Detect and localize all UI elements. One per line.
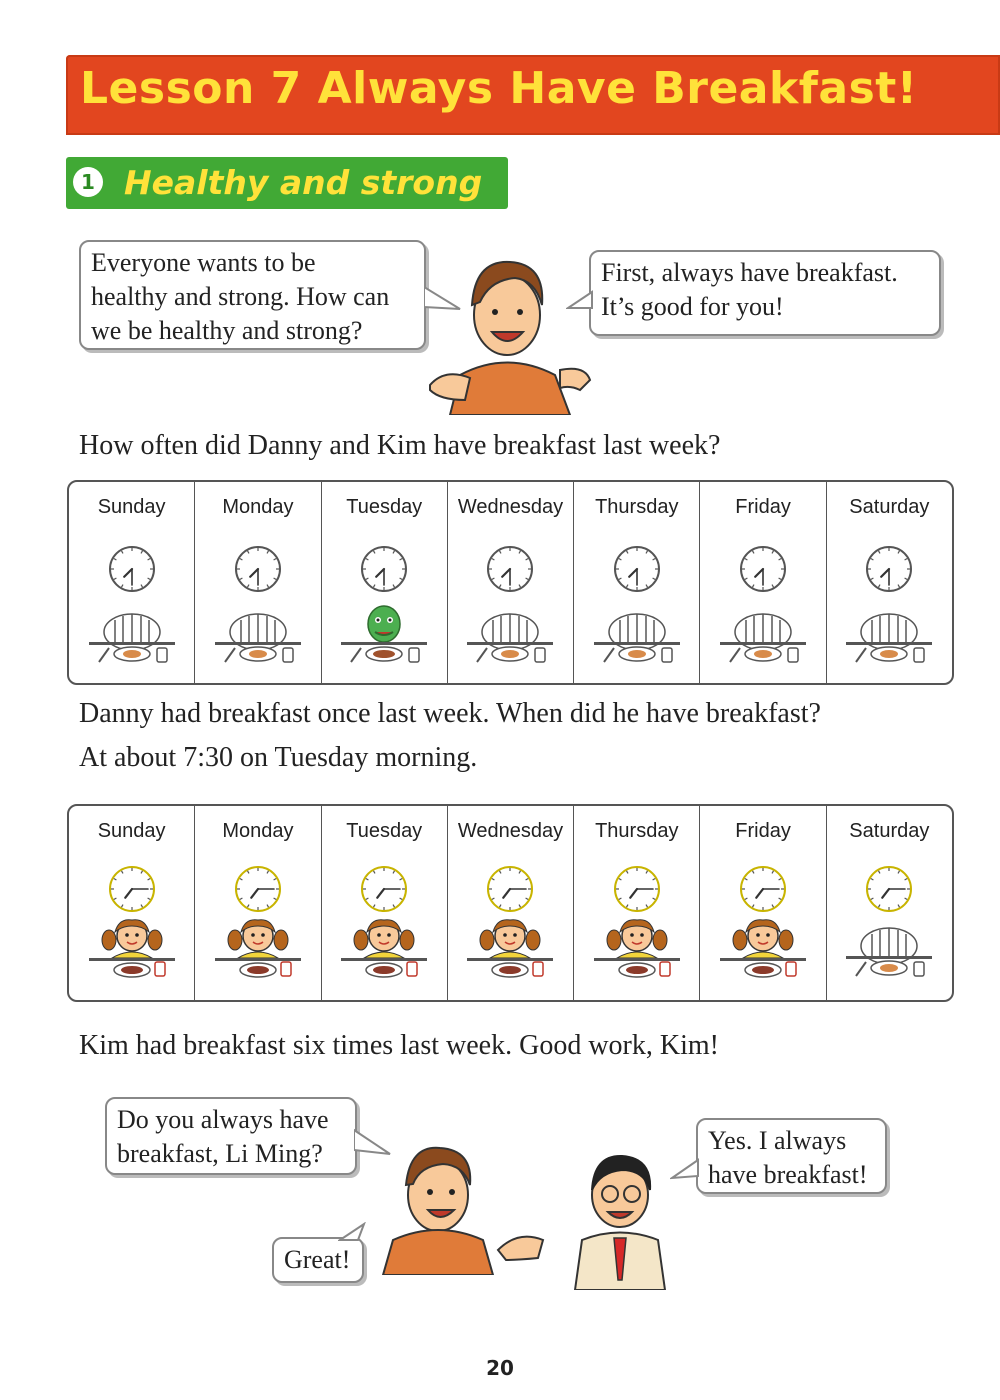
day-name: Saturday	[849, 820, 930, 842]
clock-icon	[738, 864, 788, 914]
clock-icon	[864, 864, 914, 914]
eating-breakfast-icon	[339, 604, 429, 666]
section-number: 1	[73, 167, 103, 197]
li-ming-character-icon	[570, 1150, 670, 1290]
lesson-title: Lesson 7 Always Have Breakfast!	[80, 63, 918, 114]
day-name: Tuesday	[346, 820, 423, 842]
bubble-line: Yes. I always	[708, 1126, 847, 1155]
day-name: Tuesday	[346, 496, 423, 518]
day-name: Wednesday	[457, 496, 564, 518]
clock-icon	[233, 544, 283, 594]
danny-week-table	[67, 480, 954, 685]
day-name: Friday	[735, 820, 791, 842]
day-name: Monday	[222, 496, 294, 518]
teacher-character-icon	[378, 1140, 553, 1275]
day-name: Monday	[222, 820, 294, 842]
day-cell	[574, 806, 700, 1000]
section-title: Healthy and strong	[124, 163, 483, 202]
empty-breakfast-table-icon	[844, 604, 934, 666]
empty-breakfast-table-icon	[844, 918, 934, 980]
day-name: Thursday	[595, 496, 679, 518]
day-name: Wednesday	[457, 820, 564, 842]
clock-icon	[612, 544, 662, 594]
page-number: 20	[486, 1356, 514, 1380]
day-cell	[69, 806, 195, 1000]
clock-icon	[359, 864, 409, 914]
empty-breakfast-table-icon	[465, 604, 555, 666]
day-name: Sunday	[97, 820, 166, 842]
danny-answer: At about 7:30 on Tuesday morning.	[79, 742, 478, 773]
eating-breakfast-icon	[339, 918, 429, 980]
clock-icon	[485, 544, 535, 594]
day-cell	[700, 482, 826, 683]
eating-breakfast-icon	[592, 918, 682, 980]
eating-breakfast-icon	[213, 918, 303, 980]
clock-icon	[864, 544, 914, 594]
bubble-line: have breakfast!	[708, 1160, 868, 1189]
bubble-line: First, always have breakfast.	[601, 258, 898, 287]
bubble-line: Do you always have	[117, 1105, 329, 1134]
day-cell	[69, 482, 195, 683]
empty-breakfast-table-icon	[718, 604, 808, 666]
bubble-tail-icon	[670, 1158, 700, 1182]
speech-bubble-question	[105, 1097, 357, 1175]
bubble-line: we be healthy and strong?	[91, 316, 363, 345]
bubble-line: breakfast, Li Ming?	[117, 1139, 323, 1168]
clock-icon	[612, 864, 662, 914]
day-cell	[827, 806, 952, 1000]
day-cell	[448, 482, 574, 683]
day-name: Saturday	[849, 496, 930, 518]
day-cell	[195, 482, 321, 683]
section-header	[66, 157, 508, 209]
day-cell	[448, 806, 574, 1000]
day-cell	[195, 806, 321, 1000]
bubble-line: Everyone wants to be	[91, 248, 316, 277]
teacher-character-icon	[420, 250, 595, 415]
eating-breakfast-icon	[87, 918, 177, 980]
day-name: Sunday	[97, 496, 166, 518]
eating-breakfast-icon	[465, 918, 555, 980]
day-cell	[827, 482, 952, 683]
day-name: Thursday	[595, 820, 679, 842]
kim-week-table	[67, 804, 954, 1002]
empty-breakfast-table-icon	[213, 604, 303, 666]
bubble-line: healthy and strong. How can	[91, 282, 390, 311]
empty-breakfast-table-icon	[87, 604, 177, 666]
speech-bubble-intro-left	[79, 240, 426, 350]
day-cell	[322, 482, 448, 683]
speech-bubble-intro-right	[589, 250, 941, 336]
clock-icon	[359, 544, 409, 594]
clock-icon	[485, 864, 535, 914]
lesson-title-banner	[66, 55, 1000, 135]
empty-breakfast-table-icon	[592, 604, 682, 666]
bubble-tail-icon	[566, 290, 596, 314]
speech-bubble-great	[272, 1237, 364, 1283]
bubble-line: Great!	[284, 1245, 351, 1274]
bubble-line: It’s good for you!	[601, 292, 784, 321]
day-name: Friday	[735, 496, 791, 518]
bubble-tail-icon	[338, 1222, 368, 1242]
kim-summary: Kim had breakfast six times last week. Good work, Kim!	[79, 1030, 719, 1061]
question-week: How often did Danny and Kim have breakfast last week?	[79, 430, 721, 461]
day-cell	[700, 806, 826, 1000]
clock-icon	[107, 544, 157, 594]
day-cell	[322, 806, 448, 1000]
eating-breakfast-icon	[718, 918, 808, 980]
day-cell	[574, 482, 700, 683]
clock-icon	[738, 544, 788, 594]
clock-icon	[233, 864, 283, 914]
danny-question: Danny had breakfast once last week. When did he have breakfast?	[79, 698, 821, 729]
speech-bubble-answer	[696, 1118, 887, 1194]
clock-icon	[107, 864, 157, 914]
